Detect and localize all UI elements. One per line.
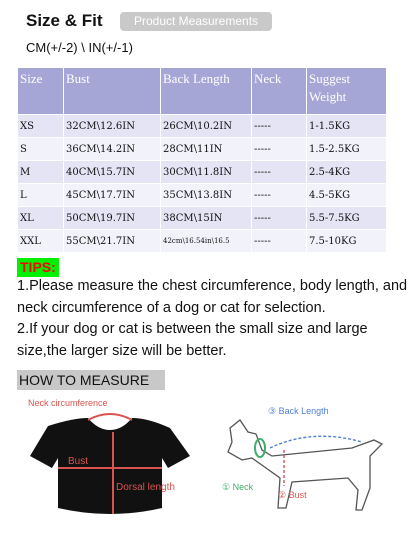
shirt-measure-diagram [18, 396, 208, 546]
cell-neck: ----- [252, 161, 307, 184]
table-row [18, 207, 387, 230]
dorsal-length-label: Dorsal length [116, 482, 175, 493]
cell-size: XS [18, 115, 64, 138]
col-header-bust: Bust [64, 68, 161, 115]
cell-weight: 4.5-5KG [307, 184, 387, 207]
cell-neck: ----- [252, 184, 307, 207]
table-row [18, 184, 387, 207]
col-header-suggest-weight: Suggest Weight [307, 68, 387, 115]
cell-size: XL [18, 207, 64, 230]
tips-text [17, 276, 412, 362]
units-note: CM(+/-2) \ IN(+/-1) [26, 40, 133, 55]
table-row [18, 138, 387, 161]
cell-bust: 40CM\15.7IN [64, 161, 161, 184]
bust-label: ② Bust [278, 490, 307, 500]
back-length-arrow [270, 436, 362, 448]
cell-neck: ----- [252, 138, 307, 161]
col-header-size: Size [18, 68, 64, 115]
shirt-silhouette [30, 418, 190, 514]
cell-weight: 7.5-10KG [307, 230, 387, 253]
cell-neck: ----- [252, 230, 307, 253]
product-measurements-tab[interactable]: Product Measurements [120, 12, 272, 31]
cell-back-length: 28CM\11IN [161, 138, 252, 161]
cell-size: XXL [18, 230, 64, 253]
table-row [18, 115, 387, 138]
cell-bust: 36CM\14.2IN [64, 138, 161, 161]
cell-back-length: 30CM\11.8IN [161, 161, 252, 184]
neck-measure-line [88, 414, 132, 420]
cell-bust: 50CM\19.7IN [64, 207, 161, 230]
cell-back-length: 38CM\15IN [161, 207, 252, 230]
cell-weight: 1-1.5KG [307, 115, 387, 138]
size-table [17, 67, 387, 253]
cell-size: M [18, 161, 64, 184]
tip-1: 1.Please measure the chest circumference, body length, and neck circumference of a dog or cat for selection. [17, 278, 408, 316]
neck-circumference-label: Neck circumference [28, 398, 108, 408]
bust-label: Bust [68, 456, 89, 467]
cell-weight: 5.5-7.5KG [307, 207, 387, 230]
neck-measure-ring [255, 439, 265, 457]
cell-neck: ----- [252, 207, 307, 230]
cell-bust: 45CM\17.7IN [64, 184, 161, 207]
cell-neck: ----- [252, 115, 307, 138]
back-length-label: ③ Back Length [268, 406, 329, 416]
col-header-neck: Neck [252, 68, 307, 115]
cell-bust: 55CM\21.7IN [64, 230, 161, 253]
cell-size: L [18, 184, 64, 207]
cell-back-length: 42cm\16.54in\16.5 [161, 230, 252, 253]
size-table-header [18, 68, 387, 115]
cell-bust: 32CM\12.6IN [64, 115, 161, 138]
cell-weight: 2.5-4KG [307, 161, 387, 184]
neck-label: ① Neck [222, 482, 254, 492]
cell-weight: 1.5-2.5KG [307, 138, 387, 161]
tip-2: 2.If your dog or cat is between the small size and large size,the larger size will be better. [17, 321, 368, 359]
how-to-measure-heading: HOW TO MEASURE [17, 370, 165, 390]
tips-badge: TIPS: [17, 258, 59, 277]
cell-back-length: 35CM\13.8IN [161, 184, 252, 207]
cell-size: S [18, 138, 64, 161]
table-row [18, 161, 387, 184]
table-row [18, 230, 387, 253]
dog-measure-diagram [212, 398, 412, 546]
cell-back-length: 26CM\10.2IN [161, 115, 252, 138]
size-fit-title: Size & Fit [26, 11, 103, 30]
col-header-back-length: Back Length [161, 68, 252, 115]
